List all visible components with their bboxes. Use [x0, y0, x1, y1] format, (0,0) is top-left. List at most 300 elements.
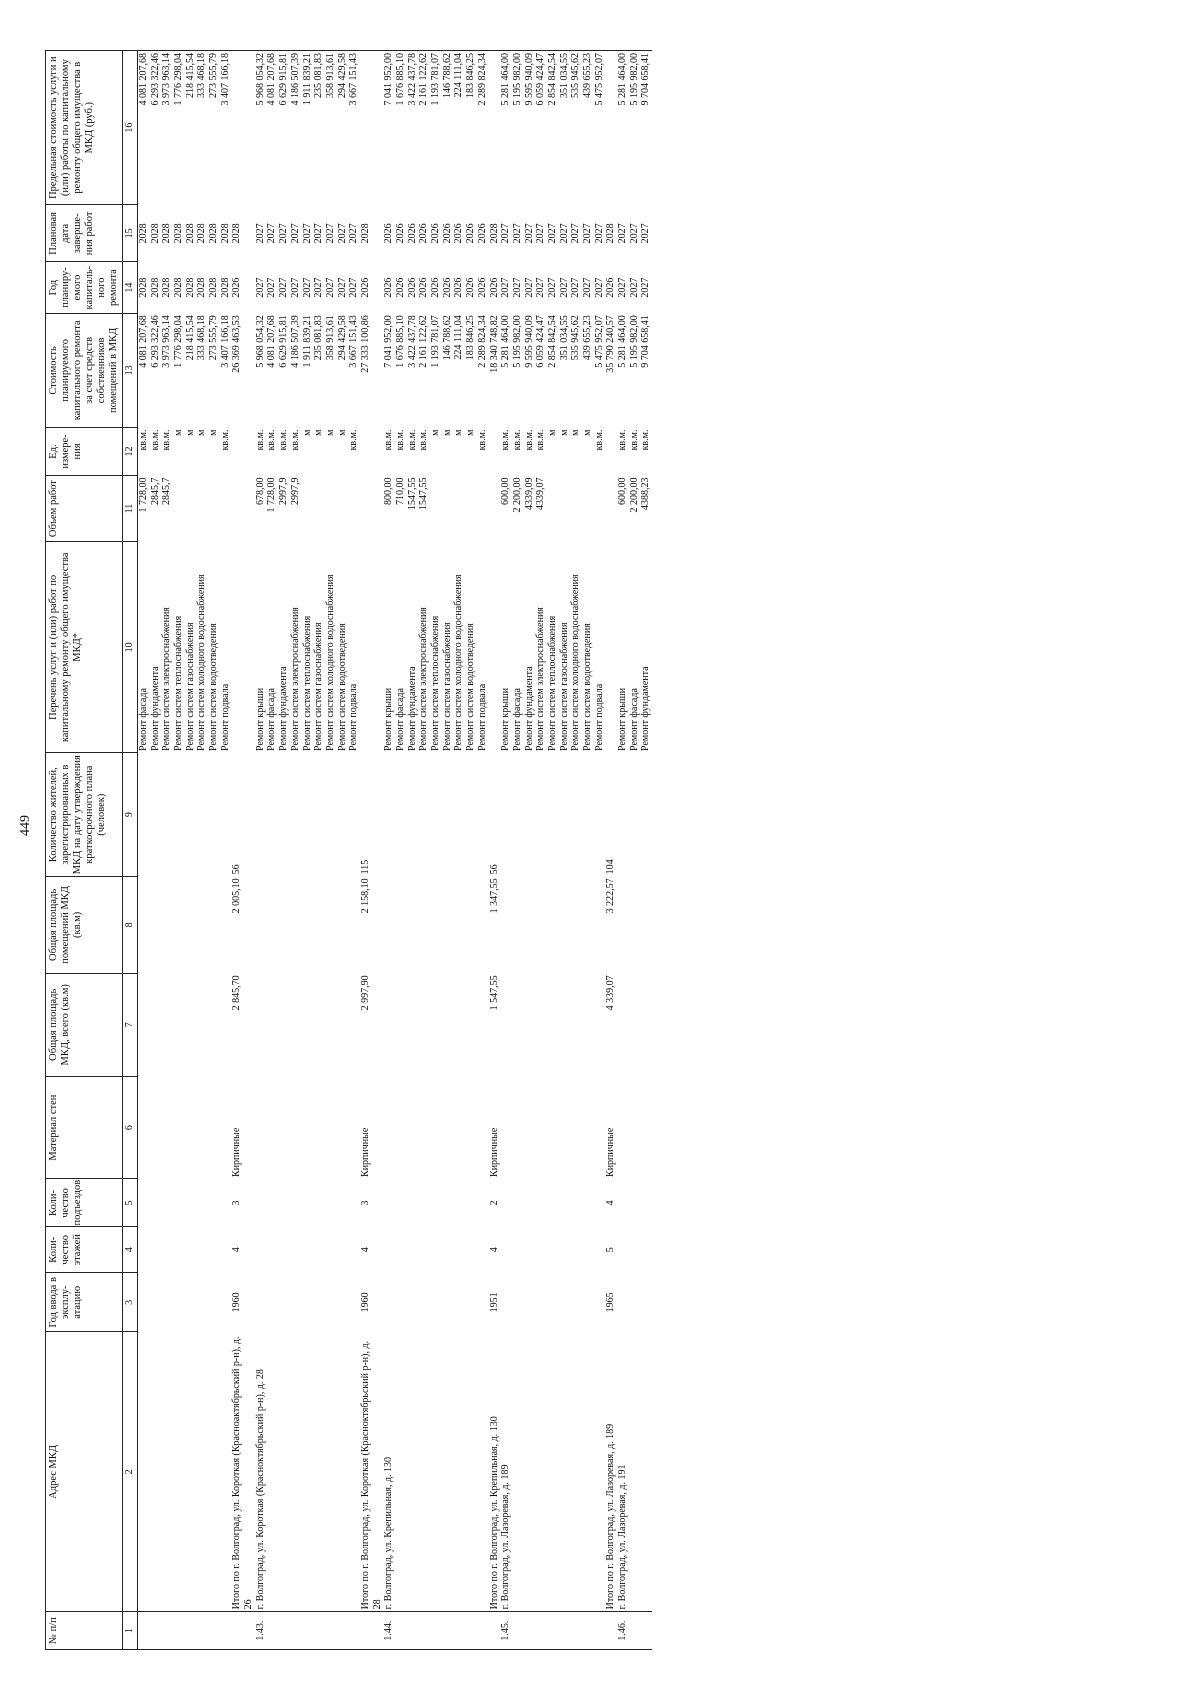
- repair-year: 2027: [324, 277, 336, 298]
- floors: [196, 1227, 208, 1273]
- premises-area: [442, 876, 454, 973]
- address: [477, 1332, 489, 1612]
- work-volume: [302, 475, 314, 541]
- work-type: Ремонт подвала: [476, 683, 488, 751]
- repair-year: 2027: [313, 277, 325, 298]
- entrances: [640, 1179, 652, 1227]
- address: [150, 1332, 162, 1612]
- work-type: Ремонт подвала: [219, 683, 231, 751]
- unit: кв.м.: [617, 429, 629, 451]
- entrances: 4: [605, 1200, 617, 1206]
- row-index: [266, 1612, 278, 1650]
- completion-year: 2027: [640, 223, 652, 244]
- repair-year: 2027: [582, 277, 593, 298]
- work-type: Ремонт фундамента: [523, 666, 535, 751]
- completion-year: 2026: [406, 223, 418, 244]
- floors: [594, 1227, 606, 1273]
- premises-area: [161, 876, 173, 973]
- work-volume: [559, 475, 571, 541]
- address: Итого по г. Волгоград, ул. Короткая (Красноктябрьский р-н), д. 28: [359, 1340, 383, 1610]
- work-volume: [360, 475, 383, 541]
- premises-area: 2 005,10: [231, 878, 243, 914]
- work-type: Ремонт крыши: [500, 687, 512, 751]
- residents: [524, 753, 536, 876]
- column-header-11: Объем работ: [46, 475, 123, 541]
- total-area: [594, 973, 606, 1076]
- table-row: [278, 51, 290, 1650]
- planned-cost: 4 081 207,68: [137, 315, 149, 368]
- table-row: [325, 51, 337, 1650]
- repair-year: 2027: [546, 277, 558, 298]
- floors: [617, 1227, 629, 1273]
- row-index: [137, 1612, 149, 1650]
- completion-year: 2026: [418, 223, 430, 244]
- cost-limit: 1 776 298,04: [173, 51, 185, 205]
- completion-year: 2027: [500, 223, 512, 244]
- floors: [442, 1227, 454, 1273]
- entrances: [594, 1179, 606, 1227]
- address: г. Волгоград, ул. Лазоревая, д. 189: [500, 1464, 512, 1610]
- entrances: [559, 1179, 571, 1227]
- cost-limit: 351 034,55: [559, 51, 571, 205]
- column-header-15: Плановая дата заверше-ния работ: [46, 205, 123, 262]
- wall-material: [477, 1076, 489, 1179]
- row-index: [278, 1612, 290, 1650]
- completion-year: 2028: [605, 223, 617, 244]
- repair-year: 2027: [511, 277, 523, 298]
- planned-cost: 218 415,54: [184, 315, 196, 361]
- table-row: [266, 51, 278, 1650]
- residents: [453, 753, 465, 876]
- address: [442, 1332, 454, 1612]
- repair-year: 2026: [359, 277, 371, 298]
- entrances: [524, 1179, 536, 1227]
- planned-cost: 3 667 151,43: [348, 315, 360, 368]
- work-type: Ремонт систем холодного водоснабжения: [324, 574, 336, 751]
- residents: [150, 753, 162, 876]
- wall-material: [500, 1076, 512, 1179]
- unit: [605, 428, 617, 476]
- row-index: [185, 1612, 197, 1650]
- wall-material: [442, 1076, 454, 1179]
- premises-area: 3 222,57: [605, 878, 617, 914]
- row-index: [559, 1612, 571, 1650]
- work-type: Ремонт систем теплоснабжения: [430, 615, 442, 751]
- column-number-8: 8: [123, 876, 138, 973]
- floors: [161, 1227, 173, 1273]
- row-index: 1.43.: [255, 1612, 267, 1650]
- column-number-5: 5: [123, 1179, 138, 1227]
- total-row: [605, 51, 617, 1650]
- entrances: [629, 1179, 641, 1227]
- work-type: Ремонт систем теплоснабжения: [301, 615, 313, 751]
- entrances: [547, 1179, 559, 1227]
- repair-year: 2026: [465, 277, 477, 298]
- completion-year: 2027: [324, 223, 336, 244]
- wall-material: [535, 1076, 547, 1179]
- table-row: [137, 51, 149, 1650]
- work-volume: 600,00: [617, 477, 629, 505]
- column-header-2: Адрес МКД: [46, 1332, 123, 1612]
- total-area: [582, 973, 594, 1076]
- completion-year: 2026: [465, 223, 477, 244]
- residents: [220, 753, 232, 876]
- total-area: [430, 973, 442, 1076]
- row-index: [418, 1612, 430, 1650]
- repair-year: 2027: [289, 277, 301, 298]
- premises-area: [185, 876, 197, 973]
- repair-year: 2026: [476, 277, 488, 298]
- wall-material: [266, 1076, 278, 1179]
- work-type: Ремонт подвала: [348, 683, 360, 751]
- residents: [629, 753, 641, 876]
- wall-material: [395, 1076, 407, 1179]
- planned-cost: 6 629 915,81: [278, 315, 290, 368]
- address: [313, 1332, 325, 1612]
- premises-area: [547, 876, 559, 973]
- work-type: Ремонт систем теплоснабжения: [172, 615, 184, 751]
- unit: кв.м.: [418, 429, 430, 451]
- year-built: [547, 1273, 559, 1332]
- residents: [173, 753, 185, 876]
- row-index: [453, 1612, 465, 1650]
- address: [582, 1332, 594, 1612]
- residents: [570, 753, 582, 876]
- floors: [500, 1227, 512, 1273]
- work-type: Ремонт крыши: [383, 687, 395, 751]
- entrances: [255, 1179, 267, 1227]
- work-type: Ремонт фасада: [266, 688, 278, 751]
- wall-material: [594, 1076, 606, 1179]
- table-row: [442, 51, 454, 1650]
- cost-limit: 7 041 952,00: [383, 51, 395, 205]
- work-type: Ремонт крыши: [617, 687, 629, 751]
- year-built: [255, 1273, 267, 1332]
- entrances: [570, 1179, 582, 1227]
- unit: кв.м.: [219, 429, 231, 451]
- row-index: 1.46.: [617, 1612, 629, 1650]
- unit: м: [546, 429, 558, 436]
- address: [278, 1332, 290, 1612]
- work-type: Ремонт фасада: [137, 688, 149, 751]
- residents: [395, 753, 407, 876]
- premises-area: [220, 876, 232, 973]
- premises-area: [173, 876, 185, 973]
- unit: м: [465, 429, 477, 436]
- work-type: Ремонт фасада: [628, 688, 640, 751]
- unit: кв.м.: [535, 429, 547, 451]
- total-area: [465, 973, 477, 1076]
- entrances: [500, 1179, 512, 1227]
- year-built: [348, 1273, 360, 1332]
- work-volume: [605, 475, 617, 541]
- page-number: 449: [18, 815, 33, 836]
- table-row: [535, 51, 547, 1650]
- address: Итого по г. Волгоград, ул. Лазоревая, д. 189: [605, 1423, 617, 1610]
- total-area: [325, 973, 337, 1076]
- address: г. Волгоград, ул. Лазоревая, д. 191: [617, 1464, 629, 1610]
- premises-area: [290, 876, 302, 973]
- table-row: [640, 51, 652, 1650]
- total-area: [137, 973, 149, 1076]
- address: [547, 1332, 559, 1612]
- year-built: [418, 1273, 430, 1332]
- completion-year: 2027: [546, 223, 558, 244]
- wall-material: [418, 1076, 430, 1179]
- planned-cost: 1 193 781,07: [430, 315, 442, 368]
- wall-material: [465, 1076, 477, 1179]
- premises-area: [582, 876, 594, 973]
- work-type: Ремонт систем электроснабжения: [535, 607, 547, 751]
- column-number-6: 6: [123, 1076, 138, 1179]
- repair-year: 2028: [196, 277, 208, 298]
- total-area: [161, 973, 173, 1076]
- completion-year: 2026: [453, 223, 465, 244]
- total-area: [395, 973, 407, 1076]
- total-area: [547, 973, 559, 1076]
- planned-cost: 358 913,61: [324, 315, 336, 361]
- residents: [465, 753, 477, 876]
- completion-year: 2027: [535, 223, 547, 244]
- total-area: [383, 973, 395, 1076]
- work-type: Ремонт систем газоснабжения: [184, 622, 196, 751]
- residents: [418, 753, 430, 876]
- column-number-1: 1: [123, 1612, 138, 1650]
- table-body: [137, 51, 652, 1650]
- planned-cost: 439 655,23: [582, 315, 593, 361]
- entrances: [290, 1179, 302, 1227]
- floors: [524, 1227, 536, 1273]
- floors: [302, 1227, 314, 1273]
- planned-cost: 5 475 952,07: [593, 315, 605, 368]
- entrances: [418, 1179, 430, 1227]
- repair-year: 2027: [500, 277, 512, 298]
- residents: [337, 753, 349, 876]
- row-index: [360, 1612, 383, 1650]
- wall-material: Кирпичные: [488, 1127, 500, 1177]
- address: [629, 1332, 641, 1612]
- table-row: [582, 51, 594, 1650]
- table-row: [547, 51, 559, 1650]
- table-row: [348, 51, 360, 1650]
- work-type: Ремонт фасада: [395, 688, 406, 751]
- entrances: [617, 1179, 629, 1227]
- wall-material: [302, 1076, 314, 1179]
- table-row: [629, 51, 641, 1650]
- planned-cost: 6 293 322,46: [149, 315, 161, 368]
- planned-cost: 333 468,18: [196, 315, 208, 361]
- table-row: [465, 51, 477, 1650]
- planned-cost: 9 595 940,09: [523, 315, 535, 368]
- unit: м: [453, 429, 465, 436]
- entrances: [383, 1179, 395, 1227]
- floors: [325, 1227, 337, 1273]
- table-row: [570, 51, 582, 1650]
- premises-area: [512, 876, 524, 973]
- wall-material: Кирпичные: [231, 1127, 243, 1177]
- residents: [255, 753, 267, 876]
- repair-year: 2027: [523, 277, 535, 298]
- floors: [383, 1227, 395, 1273]
- row-index: [535, 1612, 547, 1650]
- planned-cost: 3 973 963,14: [161, 315, 173, 368]
- wall-material: [278, 1076, 290, 1179]
- capital-repair-table: [45, 50, 652, 1650]
- table-row: [395, 51, 407, 1650]
- row-index: [313, 1612, 325, 1650]
- planned-cost: 5 281 464,00: [500, 315, 512, 368]
- floors: [255, 1227, 267, 1273]
- total-area: [313, 973, 325, 1076]
- wall-material: [137, 1076, 149, 1179]
- repair-year: 2027: [628, 277, 640, 298]
- table-row: [337, 51, 349, 1650]
- residents: [407, 753, 419, 876]
- work-volume: 2997,9: [289, 477, 301, 505]
- total-area: 4 339,07: [605, 975, 617, 1011]
- floors: [208, 1227, 220, 1273]
- row-index: [196, 1612, 208, 1650]
- wall-material: [640, 1076, 652, 1179]
- wall-material: [547, 1076, 559, 1179]
- cost-limit: 5 475 952,07: [594, 51, 606, 205]
- premises-area: [137, 876, 149, 973]
- address: [559, 1332, 571, 1612]
- residents: 56: [488, 864, 500, 875]
- total-area: [477, 973, 489, 1076]
- row-index: [465, 1612, 477, 1650]
- premises-area: [255, 876, 267, 973]
- residents: [547, 753, 559, 876]
- wall-material: [582, 1076, 594, 1179]
- unit: кв.м.: [161, 429, 173, 451]
- floors: [185, 1227, 197, 1273]
- address: [407, 1332, 419, 1612]
- planned-cost: 183 846,25: [465, 315, 477, 361]
- total-area: [640, 973, 652, 1076]
- floors: [535, 1227, 547, 1273]
- year-built: [395, 1273, 407, 1332]
- table-row: [430, 51, 442, 1650]
- entrances: 3: [231, 1200, 243, 1206]
- completion-year: 2027: [289, 223, 301, 244]
- cost-limit: [605, 51, 617, 205]
- row-index: [407, 1612, 419, 1650]
- column-header-6: Материал стен: [46, 1076, 123, 1179]
- wall-material: [196, 1076, 208, 1179]
- premises-area: [617, 876, 629, 973]
- work-volume: 1 728,00: [266, 477, 278, 513]
- planned-cost: 5 195 982,00: [628, 315, 640, 368]
- address: [196, 1332, 208, 1612]
- residents: [278, 753, 290, 876]
- column-header-3: Год ввода в эксплу-атацию: [46, 1273, 123, 1332]
- total-area: [185, 973, 197, 1076]
- planned-cost: 273 555,79: [208, 315, 219, 361]
- cost-limit: 1 911 839,21: [302, 51, 314, 205]
- floors: [640, 1227, 652, 1273]
- row-index: [337, 1612, 349, 1650]
- completion-year: 2027: [254, 223, 266, 244]
- completion-year: 2027: [348, 223, 360, 244]
- planned-cost: 18 340 748,82: [488, 315, 500, 373]
- year-built: [325, 1273, 337, 1332]
- premises-area: [500, 876, 512, 973]
- table-row: [150, 51, 162, 1650]
- premises-area: [325, 876, 337, 973]
- floors: [430, 1227, 442, 1273]
- year-built: [220, 1273, 232, 1332]
- table-row: [418, 51, 430, 1650]
- unit: кв.м.: [149, 429, 161, 451]
- floors: [395, 1227, 407, 1273]
- work-volume: 2997,9: [278, 477, 290, 505]
- floors: [278, 1227, 290, 1273]
- unit: кв.м.: [137, 429, 149, 451]
- table-row: [559, 51, 571, 1650]
- column-header-13: Стоимость планируемого капитального ремонта за счет средств собственников помещений в МКД: [46, 313, 123, 427]
- cost-limit: [231, 51, 254, 205]
- total-area: [255, 973, 267, 1076]
- wall-material: [570, 1076, 582, 1179]
- residents: [313, 753, 325, 876]
- column-header-16: Предельная стоимость услуги и (или) работы по капитальному ремонту общего имущества в МКД (руб.): [46, 51, 123, 205]
- repair-year: 2026: [441, 277, 453, 298]
- floors: [337, 1227, 349, 1273]
- row-index: [477, 1612, 489, 1650]
- unit: кв.м.: [523, 429, 535, 451]
- repair-year: 2028: [149, 277, 161, 298]
- work-volume: 710,00: [395, 477, 406, 505]
- address: [570, 1332, 582, 1612]
- total-area: [302, 973, 314, 1076]
- residents: [477, 753, 489, 876]
- completion-year: 2028: [208, 223, 219, 244]
- year-built: [430, 1273, 442, 1332]
- year-built: [185, 1273, 197, 1332]
- work-type: [605, 542, 617, 753]
- address: [208, 1332, 220, 1612]
- unit: кв.м.: [266, 429, 278, 451]
- row-index: 1.44.: [383, 1612, 395, 1650]
- total-area: [570, 973, 582, 1076]
- work-volume: [594, 475, 606, 541]
- work-volume: [442, 475, 454, 541]
- planned-cost: 3 422 437,78: [406, 315, 418, 368]
- entrances: [302, 1179, 314, 1227]
- residents: [442, 753, 454, 876]
- residents: [208, 753, 220, 876]
- premises-area: [407, 876, 419, 973]
- address: [465, 1332, 477, 1612]
- work-type: Ремонт систем водоотведения: [208, 623, 219, 751]
- year-built: [150, 1273, 162, 1332]
- wall-material: [453, 1076, 465, 1179]
- work-volume: [313, 475, 325, 541]
- year-built: [594, 1273, 606, 1332]
- year-built: [161, 1273, 173, 1332]
- address: [348, 1332, 360, 1612]
- total-row: [489, 51, 501, 1650]
- floors: [348, 1227, 360, 1273]
- entrances: 3: [359, 1200, 371, 1206]
- wall-material: [185, 1076, 197, 1179]
- premises-area: [383, 876, 395, 973]
- residents: [196, 753, 208, 876]
- row-index: [395, 1612, 407, 1650]
- premises-area: [430, 876, 442, 973]
- work-volume: [173, 475, 185, 541]
